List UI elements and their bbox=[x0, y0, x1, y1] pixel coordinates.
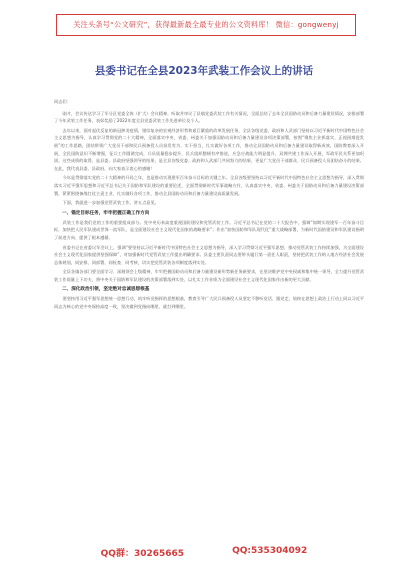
paragraph: 刚才，会议传达学习了军分区党委全体（扩大）会议精神，听取并审议了县镇党委武装工作有关情况，全面总结了去年全县国防动员和后备力量建设情况，安排部署了今年武装工作任务，表彰奖励了2022年度全县党委武装工作先进单位及个人。 bbox=[54, 110, 365, 124]
section-heading: 二、深化政治引领，坚定绝对忠诚思想根基 bbox=[62, 287, 150, 293]
salutation: 同志们： bbox=[54, 99, 71, 104]
qq-group-text: QQ群：30265665 bbox=[100, 549, 185, 559]
qq-number-text: QQ:535304092 bbox=[232, 546, 308, 556]
document-title: 县委书记在全县2023年武装工作会议上的讲话 bbox=[94, 65, 314, 77]
promo-banner: 关注头条号“公文研究”，获得最新最全最专业的公文资料库！ 微信：gongwenyj bbox=[56, 14, 356, 36]
transition-paragraph: 下面，我就进一步加强党管武装工作，讲五点意见。 bbox=[62, 200, 159, 206]
document-body bbox=[54, 98, 364, 313]
section-heading: 一、锚定目标任务，牢牢把握正确工作方向 bbox=[62, 210, 150, 216]
footer-contact bbox=[0, 546, 408, 564]
paragraph: 要坚持用习近平强军思想统一思想行动，筑牢听党指挥的思想根基，教育引导广大民兵预备役人员坚定不移听党话、跟党走，始终在思想上政治上行动上同以习近平同志为核心的党中央保持高度一致，坚决做到党指向哪里、就打到哪里。 bbox=[54, 296, 365, 310]
paragraph: 今年是贯彻落实党的二十大精神的开局之年，也是推动实现建军百年奋斗目标的关键之年。全县各级要坚持以习近平新时代中国特色社会主义思想为指导，深入贯彻落实习近平强军思想和习近平总书记关于国防和军队建设的重要论述，全面贯彻新时代军事战略方针，认真落实中央、省委、州委关于国防动员和后备力量建设决策部署，紧紧围绕备战打仗主责主业，扎实做好各项工作，推动全县国防动员和后备力量建设高质量发展。 bbox=[54, 175, 365, 196]
paragraph: 去年以来，面对起伏反复的新冠肿炎疫情，错综复杂的宏观经济形势和艰巨繁重的改革发展任务，全县各级党委、政府和人武部门坚持以习近平新时代中国特色社会主义思想为指导，认真学习贯彻党的二十大精神，全面落实中央、省委、州委关于加强国防动员和后备力量建设各项决策部署，按照“聚焦主业抓落实、正视困难促发展”的工作思路，团结带领广大党员干部和民兵预备役人员奋发有为、实干担当，扎实做好各项工作，推动全县国防动员和后备力量建设取得新成效。国防教育深入开展，全民国防意识不断增强，征兵工作圆满完成，兵员质量稳步提升，民兵组织整顿有序推进，应急应战能力明显提升，双拥共建工作深入开展，军政军民关系更加巩固。这些成绩的取得，是县委、县政府坚强领导的结果，是全县各级党委、政府和人武部门共同努力的结果，更是广大党员干部群众、民兵预备役人员团结奋斗的结果。在此，我代表县委、县政府，向大家表示衷心的感谢！ bbox=[54, 127, 365, 171]
paragraph: 全县各镇各部门要全面学习、深刻领会上级精神，牢牢把握国防动员和后备力量建设新形势新任务新要求，在坚决维护党中央权威和集中统一领导，全力提升党管武装工作质量上下功夫，将中央关于国防和军队建设的决策部署落到实处，以扎实工作业绩为全面建设社会主义现代化国家作出新的更大贡献。 bbox=[54, 269, 365, 282]
paragraph: 武装工作是我们党的工作的重要组成部分。党中央历来高度重视国防建设和党管武装工作。习近平总书记在党的二十大报告中，强调“如期实现建军一百年奋斗目标，加快把人民军队建成世界一流军队，是全面建设社会主义现代化国家的战略要求”；作出“加快国防和军队现代化”重大战略部署，为新时代国防建设和军队建设指明了前进方向、提供了根本遵循。 bbox=[54, 219, 364, 240]
paragraph: 省委书记在省委议军会议上，强调“要坚持以习近平新时代中国特色社会主义思想为指导，深入学习贯彻习近平强军思想，推动党管武装工作持续加强，为全面建设社会主义现代化国家提供坚强保障”，对加强新时代党管武装工作提出明确要求。县委主要负责同志要带头履行第一责任人职责，坚持把武装工作纳入地方经济社会发展总体规划，同安排、同部署、同检查、同考核，切实把党管武装各项制度落到实处。 bbox=[54, 244, 364, 265]
